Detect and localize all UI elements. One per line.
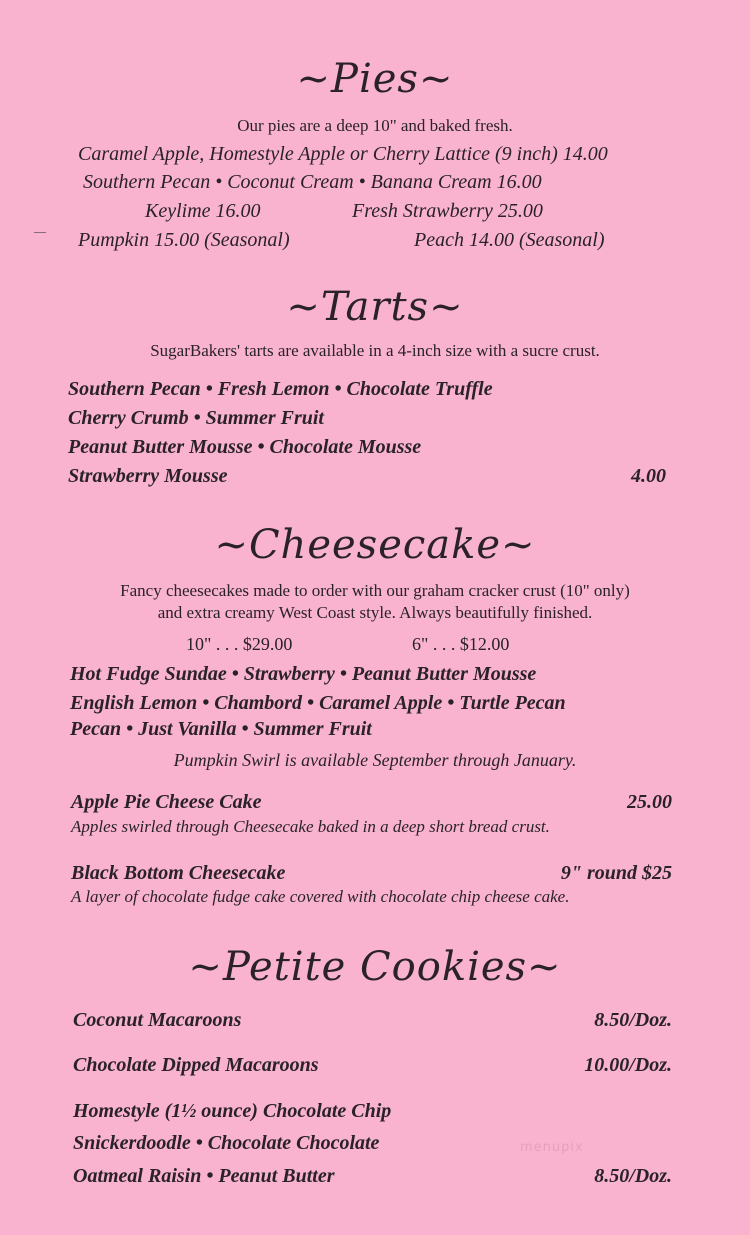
cheesecake-size-10: 10" . . . $29.00	[186, 634, 293, 654]
pies-pumpkin: Pumpkin 15.00 (Seasonal)	[78, 229, 290, 251]
cookie-item-1-name: Coconut Macaroons	[73, 1009, 242, 1031]
pies-intro: Our pies are a deep 10" and baked fresh.	[237, 116, 513, 135]
cheesecake-size-6: 6" . . . $12.00	[412, 634, 510, 654]
margin-mark	[34, 232, 46, 233]
cheesecake-intro-2: and extra creamy West Coast style. Always beautifully finished.	[157, 603, 593, 622]
tarts-line-3: Peanut Butter Mousse • Chocolate Mousse	[68, 436, 422, 458]
cookie-item-2-name: Chocolate Dipped Macaroons	[73, 1054, 319, 1076]
apple-pie-cheese-cake-name: Apple Pie Cheese Cake	[71, 791, 262, 813]
cookies-line-3: Oatmeal Raisin • Peanut Butter	[73, 1165, 335, 1187]
black-bottom-cheesecake-desc: A layer of chocolate fudge cake covered with chocolate chip cheese cake.	[71, 887, 570, 906]
cookie-item-1-price: 8.50/Doz.	[594, 1009, 672, 1031]
cheesecake-flavors-2: English Lemon • Chambord • Caramel Apple • Turtle Pecan	[70, 692, 566, 714]
cookies-line-1: Homestyle (1½ ounce) Chocolate Chip	[73, 1100, 392, 1122]
cheesecake-intro-1: Fancy cheesecakes made to order with our graham cracker crust (10" only)	[120, 581, 630, 600]
cookies-heading: ~Petite Cookies~	[188, 944, 562, 990]
tarts-line-1: Southern Pecan • Fresh Lemon • Chocolate Truffle	[68, 378, 493, 400]
apple-pie-cheese-cake-price: 25.00	[627, 791, 672, 813]
cookies-line-3-price: 8.50/Doz.	[594, 1165, 672, 1187]
cheesecake-note: Pumpkin Swirl is available September through January.	[173, 750, 577, 770]
pies-peach: Peach 14.00 (Seasonal)	[414, 229, 605, 251]
tarts-price: 4.00	[631, 465, 666, 487]
tarts-line-2: Cherry Crumb • Summer Fruit	[68, 407, 324, 429]
tarts-line-4: Strawberry Mousse	[68, 465, 228, 487]
cheesecake-heading: ~Cheesecake~	[214, 522, 536, 568]
pies-fresh-strawberry: Fresh Strawberry 25.00	[352, 200, 543, 222]
pies-keylime: Keylime 16.00	[145, 200, 261, 222]
tarts-heading: ~Tarts~	[286, 284, 464, 330]
pies-line-1: Caramel Apple, Homestyle Apple or Cherry Lattice (9 inch) 14.00	[78, 143, 608, 165]
apple-pie-cheese-cake-desc: Apples swirled through Cheesecake baked in a deep short bread crust.	[71, 817, 550, 836]
black-bottom-cheesecake-name: Black Bottom Cheesecake	[71, 862, 286, 884]
tarts-intro: SugarBakers' tarts are available in a 4-inch size with a sucre crust.	[150, 341, 600, 360]
pies-heading: ~Pies~	[296, 56, 454, 102]
watermark: menupix	[520, 1140, 584, 1155]
pies-line-2: Southern Pecan • Coconut Cream • Banana Cream 16.00	[83, 171, 542, 193]
cheesecake-flavors-3: Pecan • Just Vanilla • Summer Fruit	[70, 718, 372, 740]
cookies-line-2: Snickerdoodle • Chocolate Chocolate	[73, 1132, 380, 1154]
cheesecake-flavors-1: Hot Fudge Sundae • Strawberry • Peanut Butter Mousse	[70, 663, 537, 685]
cookie-item-2-price: 10.00/Doz.	[584, 1054, 672, 1076]
black-bottom-cheesecake-price: 9" round $25	[560, 862, 672, 884]
